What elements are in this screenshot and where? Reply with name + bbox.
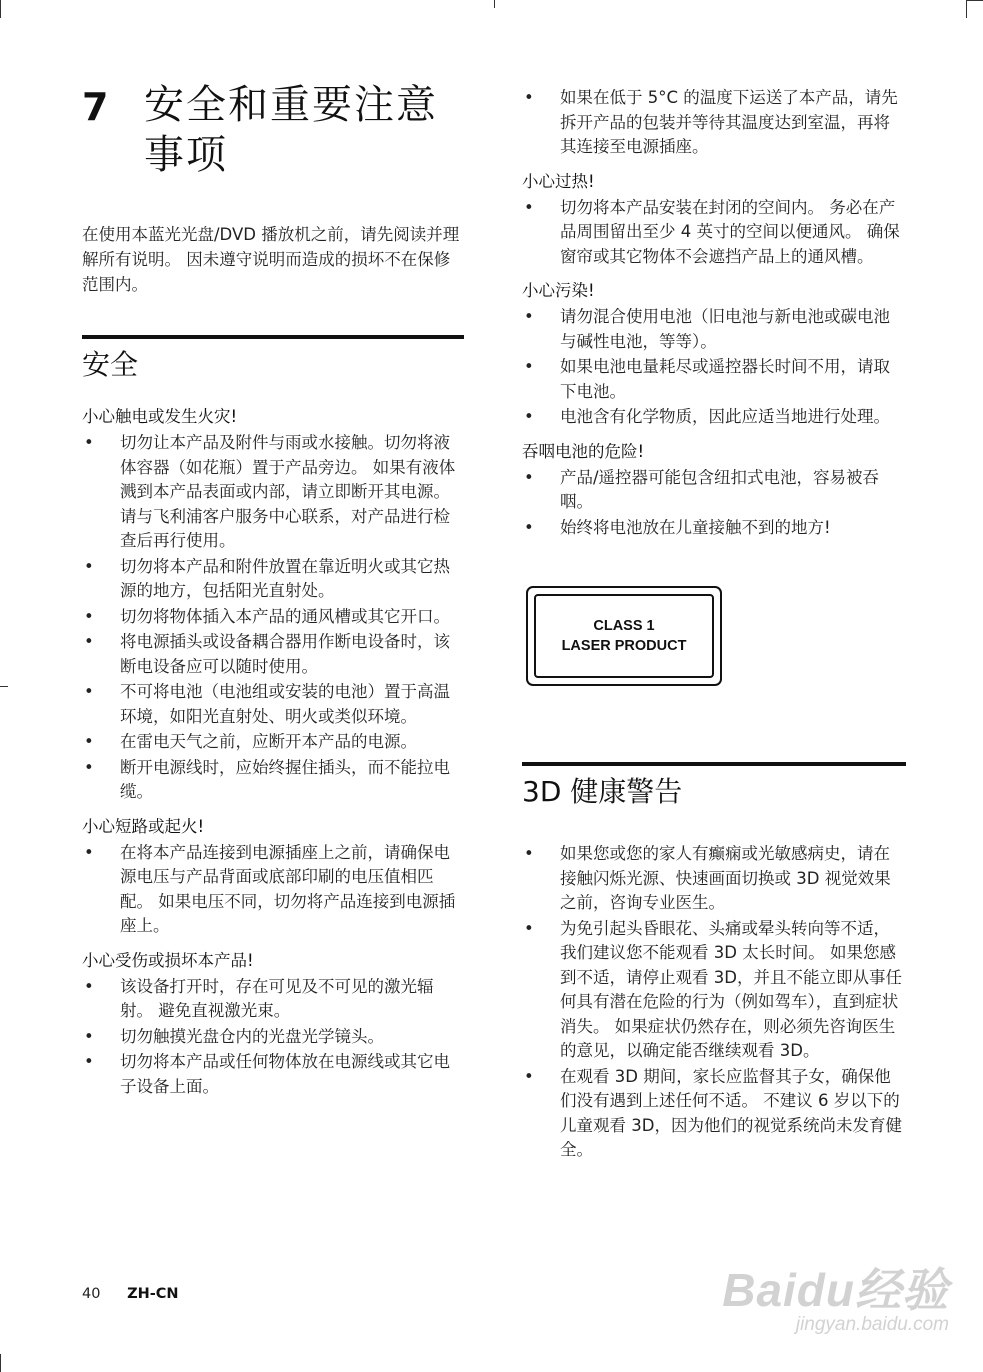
list-item: • 在雷电天气之前，应断开本产品的电源。 (84, 732, 417, 751)
group-heading: 小心触电或发生火灾! (82, 407, 238, 426)
chapter-header (82, 80, 464, 180)
list-item: • 断开电源线时，应始终握住插头，而不能拉电缆。 (84, 757, 450, 801)
group-heading: 小心过热! (522, 171, 595, 191)
watermark-url: jingyan.baidu.com (795, 1314, 949, 1335)
bullet-list (82, 431, 464, 805)
list-item: • 切勿将本产品和附件放置在靠近明火或其它热源的地方，包括阳光直射处。 (84, 556, 450, 600)
list-item: • 如果电池电量耗尽或遥控器长时间不用，请取下电池。 (524, 357, 890, 401)
safety-group (82, 815, 464, 939)
laser-product-label (526, 586, 722, 686)
crop-mark (0, 0, 1, 18)
group-heading: 小心污染! (522, 281, 595, 300)
list-item: • 请勿混合使用电池（旧电池与新电池或碳电池与碱性电池，等等）。 (524, 307, 890, 351)
list-item: • 切勿将物体插入本产品的通风槽或其它开口。 (84, 606, 450, 626)
page-footer (82, 1286, 179, 1302)
list-item: • 始终将电池放在儿童接触不到的地方! (524, 517, 831, 537)
list-item: • 如果您或您的家人有癫痫或光敏感病史，请在接触闪烁光源、快速画面切换或 3D 视觉效果之前，咨询专业医生。 (524, 844, 891, 912)
bullet-list (522, 842, 906, 1163)
baidu-watermark (722, 1254, 949, 1336)
language-code: ZH-CN (127, 1286, 179, 1302)
list-item: • 切勿将本产品或任何物体放在电源线或其它电子设备上面。 (84, 1052, 450, 1096)
section-title-safety: 安全 (82, 335, 464, 385)
list-item: • 电池含有化学物质，因此应适当地进行处理。 (524, 407, 890, 426)
list-item: • 切勿让本产品及附件与雨或水接触。切勿将液体容器（如花瓶）置于产品旁边。 如果有液体溅到本产品表面或内部，请立即断开其电源。 请与飞利浦客户服务中心联系，对产品进行检查后再行使用。 (84, 433, 456, 550)
crop-mark (966, 0, 967, 18)
list-item: • 将电源插头或设备耦合器用作断电设备时，该断电设备应可以随时使用。 (84, 632, 450, 676)
bullet-list (522, 305, 906, 430)
watermark-logo-text: Baidu经验 (722, 1264, 949, 1316)
chapter-number: 7 (82, 85, 109, 129)
bullet-list (82, 975, 464, 1100)
chapter-title: 安全和重要注意事项 (144, 82, 438, 178)
laser-class-text: CLASS 1 (593, 618, 655, 634)
bullet-list (522, 196, 906, 270)
list-item: • 该设备打开时，存在可见及不可见的激光辐射。 避免直视激光束。 (84, 976, 434, 1020)
intro-paragraph: 在使用本蓝光光盘/DVD 播放机之前，请先阅读并理解所有说明。 因未遵守说明而造成的损坏不在保修范围内。 (82, 225, 460, 294)
list-item: • 为免引起头昏眼花、头痛或晕头转向等不适，我们建议您不能观看 3D 太长时间。 如果您感到不适，请停止观看 3D，并且不能立即从事任何具有潜在危险的行为（例如驾车），直到症状消失。 如果症状仍然存在，则必须先咨询医生的意见，以确定能否继续观看 3D。 (524, 918, 902, 1060)
safety-group (522, 170, 906, 270)
laser-product-text: LASER PRODUCT (561, 638, 687, 654)
list-item: • 在将本产品连接到电源插座上之前，请确保电源电压与产品背面或底部印刷的电压值相匹配。 如果电压不同，切勿将产品连接到电源插座上。 (84, 842, 456, 935)
bullet-list (522, 466, 906, 541)
crop-mark (0, 686, 8, 687)
crop-mark (0, 1354, 1, 1372)
list-item: • 切勿将本产品安装在封闭的空间内。 务必在产品周围留出至少 4 英寸的空间以便通风。 确保窗帘或其它物体不会遮挡产品上的通风槽。 (524, 197, 900, 266)
safety-group (82, 949, 464, 1100)
group-heading: 小心短路或起火! (82, 816, 205, 836)
safety-group (522, 440, 906, 541)
list-item: • 在观看 3D 期间，家长应监督其子女，确保他们没有遇到上述任何不适。 不建议 6 岁以下的儿童观看 3D，因为他们的视觉系统尚未发育健全。 (524, 1066, 902, 1159)
crop-mark (966, 0, 983, 1)
group-heading: 吞咽电池的危险! (522, 441, 645, 461)
left-column (82, 80, 464, 1109)
safety-group (82, 405, 464, 805)
page-number: 40 (82, 1286, 101, 1302)
list-item: • 产品/遥控器可能包含纽扣式电池，容易被吞咽。 (524, 467, 880, 511)
bullet-list (82, 841, 464, 939)
list-item: • 切勿触摸光盘仓内的光盘光学镜头。 (84, 1026, 384, 1046)
list-item: • 如果在低于 5°C 的温度下运送了本产品，请先拆开产品的包装并等待其温度达到室温，再将其连接至电源插座。 (524, 88, 898, 156)
right-column (522, 86, 906, 1173)
section-title-3d-health: 3D 健康警告 (522, 762, 906, 812)
safety-group (522, 279, 906, 430)
list-item: • 不可将电池（电池组或安装的电池）置于高温环境，如阳光直射处、明火或类似环境。 (84, 682, 450, 726)
bullet-list (522, 86, 906, 160)
crop-mark (494, 0, 495, 8)
group-heading: 小心受伤或损坏本产品! (82, 950, 254, 970)
